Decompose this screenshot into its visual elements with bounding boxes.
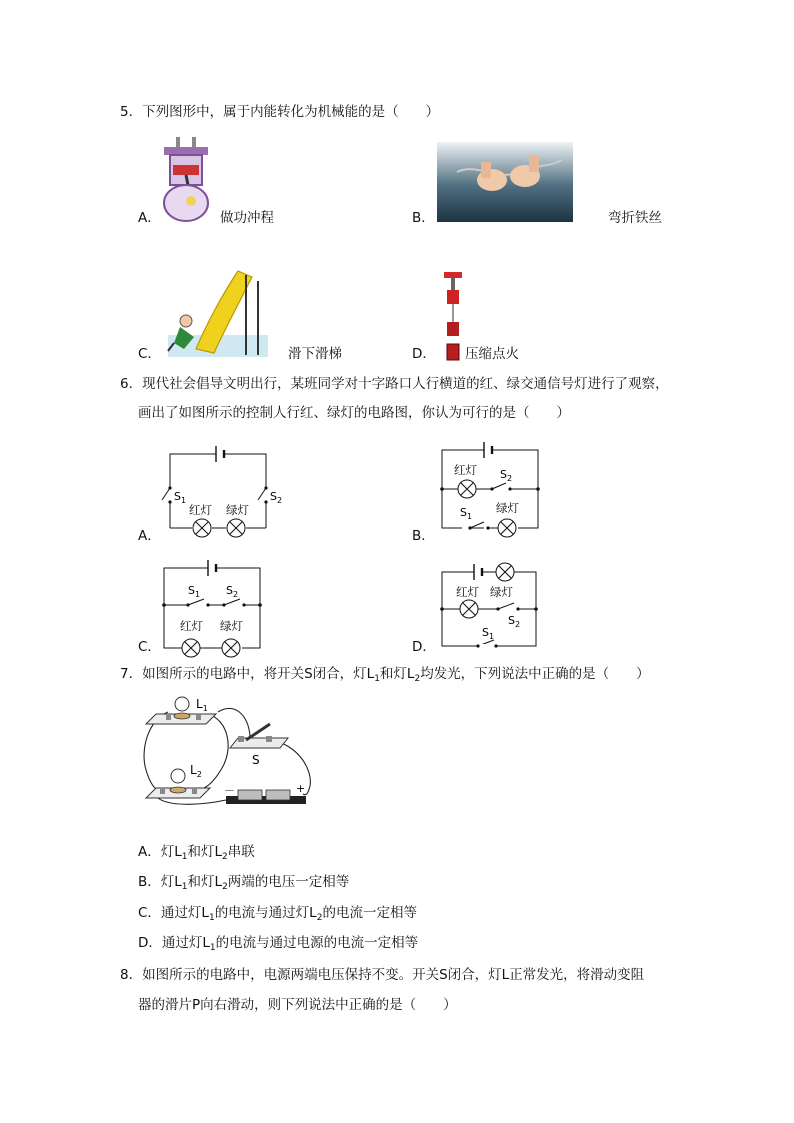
q6b-s2-label: $S_2$ (500, 468, 513, 483)
q6c-s2-label: $S_2$ (226, 584, 239, 599)
q6-option-b-label: B． (412, 528, 435, 544)
q7-plus-label: + (296, 782, 306, 795)
q7-minus-label: － (224, 784, 235, 797)
q6-stem-line1: 6．现代社会倡导文明出行，某班同学对十字路口人行横道的红、绿交通信号灯进行了观察， (120, 376, 669, 392)
q7-option-a: A．灯$L_1$和灯$L_2$串联 (138, 844, 255, 862)
engine-image (160, 137, 212, 223)
q7-option-b: B．灯$L_1$和灯$L_2$两端的电压一定相等 (138, 874, 350, 892)
q7-physical-circuit-image (138, 690, 318, 814)
q5-option-b-label: B． (412, 210, 435, 226)
q5-option-d-label: D． (412, 346, 436, 362)
q8-stem-line2: 器的滑片P向右滑动，则下列说法中正确的是（ ） (138, 997, 457, 1013)
q7-option-c: C．通过灯$L_1$的电流与通过灯$L_2$的电流一定相等 (138, 905, 417, 923)
q6c-s1-label: $S_1$ (188, 584, 201, 599)
q6a-s2-label: $S_2$ (270, 490, 283, 505)
q5-option-a-text: 做功冲程 (220, 210, 274, 226)
circuit-a (150, 440, 290, 550)
q6b-s1-label: $S_1$ (460, 506, 473, 521)
fire-piston-image (442, 272, 464, 362)
q6d-green-label: 绿灯 (490, 585, 513, 599)
slide-image (166, 265, 270, 359)
q7-stem: 7．如图所示的电路中，将开关S闭合，灯$L_1$和灯$L_2$均发光，下列说法中正确的是（ ） (120, 666, 650, 684)
q6a-s1-label: $S_1$ (174, 490, 187, 505)
q6-option-c-label: C． (138, 639, 161, 655)
q6-option-a-label: A． (138, 528, 161, 544)
q6b-red-label: 红灯 (454, 463, 477, 477)
q6d-s2-label: $S_2$ (508, 614, 521, 629)
circuit-b (430, 438, 546, 540)
q7-switch-label: S (252, 753, 260, 767)
q8-stem-line1: 8．如图所示的电路中，电源两端电压保持不变。开关S闭合，灯L正常发光，将滑动变阻 (120, 967, 645, 983)
q5-option-d-text: 压缩点火 (465, 346, 519, 362)
q5-option-c-text: 滑下滑梯 (288, 346, 342, 362)
q7-l2-label: $L_2$ (190, 763, 202, 779)
q7-l1-label: $L_1$ (196, 697, 208, 713)
q6a-red-label: 红灯 (189, 503, 212, 517)
q5-option-c-label: C． (138, 346, 161, 362)
q6b-green-label: 绿灯 (496, 501, 519, 515)
q6c-red-label: 红灯 (180, 619, 203, 633)
circuit-d (430, 558, 546, 658)
q6-stem-line2: 画出了如图所示的控制人行红、绿灯的电路图，你认为可行的是（ ） (138, 405, 570, 421)
q5-stem: 5．下列图形中，属于内能转化为机械能的是（ ） (120, 104, 440, 120)
circuit-c (156, 558, 268, 662)
q6c-green-label: 绿灯 (220, 619, 243, 633)
q5-option-a-label: A． (138, 210, 161, 226)
q6-option-d-label: D． (412, 639, 436, 655)
q6d-s1-label: $S_1$ (482, 626, 495, 641)
bending-wire-image (437, 142, 573, 222)
q6d-red-label: 红灯 (456, 585, 479, 599)
q7-option-d: D．通过灯$L_1$的电流与通过电源的电流一定相等 (138, 935, 419, 953)
q5-option-b-text: 弯折铁丝 (608, 210, 662, 226)
q6a-green-label: 绿灯 (226, 503, 249, 517)
